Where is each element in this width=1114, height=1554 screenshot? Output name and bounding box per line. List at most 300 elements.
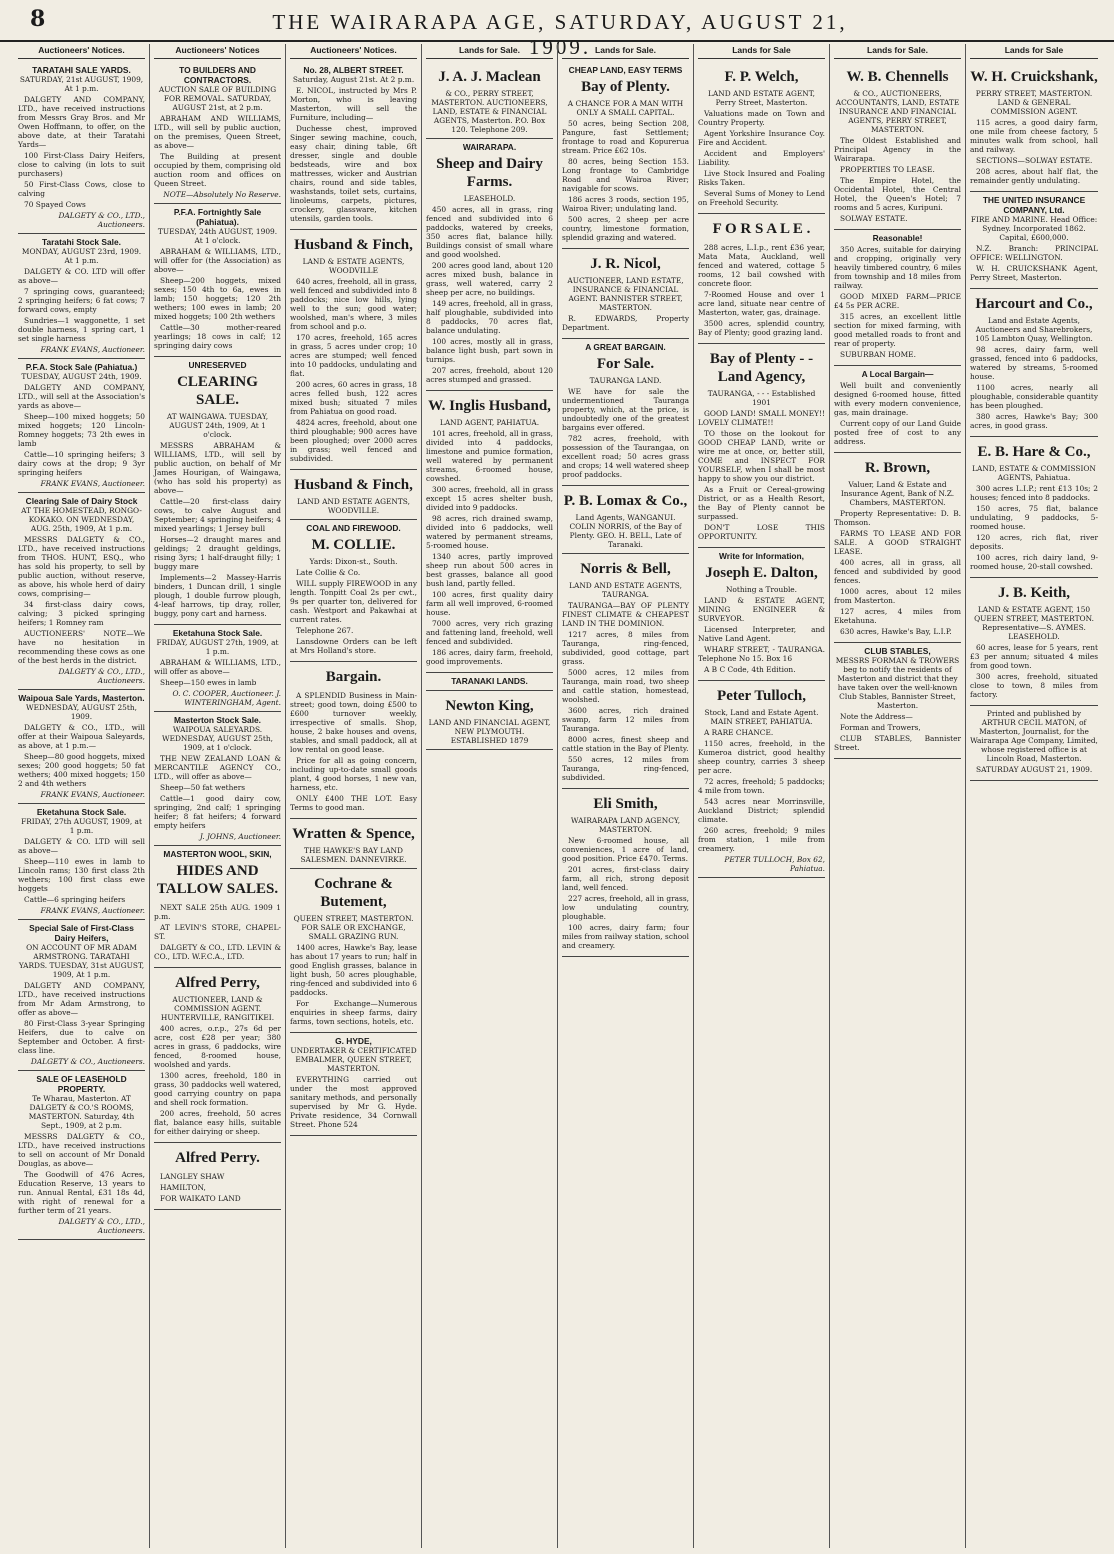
ad-body — [562, 836, 689, 950]
ad-paragraph: AUCTIONEERS' NOTE—We have no hesitation in recommending these cows as one of the best herds in the district. — [18, 629, 145, 665]
ad-paragraph: 640 acres, freehold, all in grass, well fenced and subdivided into 8 paddocks; nice low hills, lying well to the sun; good water; woolshed, man's where, 3 miles from school and p.o. — [290, 277, 417, 331]
advertisement — [970, 192, 1098, 289]
ad-paragraph: 630 acres, Hawke's Bay, L.I.P. — [840, 627, 952, 636]
ad-subheading: WAIRARAPA LAND AGENCY, MASTERTON. — [570, 816, 681, 834]
ad-paragraph: SECTIONS—SOLWAY ESTATE. — [976, 156, 1093, 165]
ad-body — [698, 728, 825, 853]
ad-paragraph: 149 acres, freehold, all in grass, half ploughable, subdivided into 8 paddocks, 70 acres flat, balance undulating. — [426, 299, 553, 335]
ad-subheading: LAND AND ESTATE AGENT, Perry Street, Masterton. — [708, 89, 815, 107]
ad-body — [290, 691, 417, 812]
ad-subheading: Valuer, Land & Estate and Insurance Agent, Bank of N.Z. Chambers, MASTERTON. — [840, 480, 955, 507]
ad-paragraph: As a Fruit or Cereal-growing District, or as a Health Resort, the Bay of Plenty cannot be surpassed. — [698, 485, 825, 521]
ad-name: W. B. Chennells — [846, 69, 949, 85]
ad-subheading: WEDNESDAY, AUGUST 25th, 1909. — [26, 703, 137, 721]
ad-paragraph: The Goodwill of 476 Acres, Education Reserve, 13 years to run. Annual Rental, £31 18s 4d, with right of renewal for a further term of 21 years. — [18, 1170, 145, 1215]
ad-subheading: Saturday, August 21st. At 2 p.m. — [292, 75, 415, 84]
ad-headline: G. HYDE, — [335, 1036, 372, 1046]
ad-subheading: Land Agents, WANGANUI. COLIN NORRIS, of the Bay of Plenty. GEO. H. BELL, Late of Taranaki. — [569, 513, 682, 549]
ad-signature: DALGETY & CO., LTD., Auctioneers. — [58, 667, 145, 685]
ad-body — [834, 509, 961, 636]
advertisement — [290, 470, 417, 520]
ad-subheading: AUCTIONEER, LAND & COMMISSION AGENT. HUNTERVILLE, RANGITIKEI. — [160, 995, 275, 1022]
ad-subheading: Te Wharau, Masterton. AT DALGETY & CO.'S ROOMS, MASTERTON. Saturday, 4th Sept., 1909, at 2 p.m. — [28, 1094, 135, 1130]
advertisement — [290, 62, 417, 230]
advertisement — [834, 366, 961, 453]
ad-name: Cochrane & Butement, — [314, 876, 393, 910]
ad-headline: P.F.A. Fortnightly Sale (Pahiatua). — [173, 207, 262, 227]
ad-subheading: AUCTIONEER, LAND ESTATE, INSURANCE & FINANCIAL AGENT. BANNISTER STREET, MASTERTON. — [567, 276, 684, 312]
ad-paragraph: 186 acres, dairy farm, freehold, good improvements. — [426, 648, 553, 666]
advertisement — [562, 249, 689, 339]
ad-subheading: UNDERTAKER & CERTIFICATED EMBALMER, QUEEN STREET, MASTERTON. — [290, 1046, 417, 1073]
advertisement — [698, 62, 825, 214]
ad-paragraph: W. H. CRUICKSHANK Agent, Perry Street, Masterton. — [970, 264, 1098, 282]
ad-paragraph: 1340 acres, partly improved sheep run about 500 acres in best grasses, balance all good bush land, partly felled. — [426, 552, 553, 588]
ad-signature: FRANK EVANS, Auctioneer. — [40, 790, 145, 799]
advertisement — [698, 344, 825, 548]
ad-body — [426, 205, 553, 384]
ad-paragraph: 200 acres good land, about 120 acres mixed bush, balance in grass, well watered, carry 2 sheep per acre, no buildings. — [426, 261, 553, 297]
advertisement — [562, 486, 689, 554]
ad-body — [154, 1172, 281, 1203]
ad-subheading: AUCTION SALE OF BUILDING FOR REMOVAL. SATURDAY, AUGUST 21st, at 2 p.m. — [158, 85, 277, 112]
ad-subheading: THE HAWKE'S BAY LAND SALESMEN. DANNEVIRKE. — [300, 846, 407, 864]
ad-paragraph: SOLWAY ESTATE. — [840, 214, 908, 223]
ad-headline: COAL AND FIREWOOD. — [306, 523, 401, 533]
ad-paragraph: AT LEVIN'S STORE, CHAPEL-ST. — [154, 923, 281, 941]
ad-subheading: MONDAY, AUGUST 23rd, 1909. At 1 p.m. — [21, 247, 142, 265]
ad-subheading: AT THE HOMESTEAD, RONGO-KOKAKO. ON WEDNESDAY, AUG. 25th, 1909, At 1 p.m. — [21, 506, 142, 533]
ad-paragraph: DALGETY & CO., LTD., will offer at their Waipoua Saleyards, as above, at 1 p.m.— — [18, 723, 145, 750]
ad-headline: Reasonable! — [872, 233, 923, 243]
advertisement — [426, 391, 553, 673]
ad-paragraph: 1300 acres, freehold, 180 in grass, 30 paddocks well watered, good carrying country on papa and shell rock formation. — [154, 1071, 281, 1107]
ad-headline: THE UNITED INSURANCE COMPANY, Ltd. — [982, 195, 1086, 215]
ad-paragraph: DALGETY AND COMPANY, LTD., have received instructions from Mr Adam Armstrong, to offer as above— — [18, 981, 145, 1017]
column-6 — [694, 44, 830, 1548]
ad-paragraph: WE have for sale the undermentioned Tauranga property, which, at the price, is undoubtedly one of the greatest bargains ever offered. — [562, 387, 689, 432]
newspaper-title: THE WAIRARAPA AGE, SATURDAY, AUGUST 21, 1909. — [272, 10, 848, 59]
advertisement — [154, 712, 281, 846]
column-7 — [830, 44, 966, 1548]
ad-headline: Write for Information, — [719, 551, 804, 561]
ad-subheading: Nothing a Trouble. — [725, 585, 798, 594]
advertisement — [154, 357, 281, 625]
ad-paragraph: Sheep—110 ewes in lamb to Lincoln rams; 130 first class 2th wethers; 100 first class ewe hoggets — [18, 857, 145, 893]
ad-paragraph: WILL supply FIREWOOD in any length. Tonpitt Coal 2s per cwt., 9s per quarter ton, delivered for cash. Westport and Pakawhai at current rates. — [290, 579, 417, 624]
ad-paragraph: R. EDWARDS, Property Department. — [562, 314, 689, 332]
ad-paragraph: 4824 acres, freehold, about one third ploughable; 900 acres have been ploughed; over 2000 acres in grass; well fenced and subdivided. — [290, 418, 417, 463]
ad-paragraph: 550 acres, 12 miles from Tauranga, ring-fenced, subdivided. — [562, 755, 689, 782]
ad-paragraph: 127 acres, 4 miles from Eketahuna. — [834, 607, 961, 625]
ad-paragraph: 7-Roomed House and over 1 acre land, situate near centre of Masterton, water, gas, drainage. — [698, 290, 825, 317]
ad-paragraph: 60 acres, lease for 5 years, rent £3 per annum; situated 4 miles from good town. — [970, 643, 1098, 670]
ad-body — [290, 277, 417, 463]
advertisement — [154, 1143, 281, 1210]
ad-body — [970, 244, 1098, 282]
ad-paragraph: 300 acres, freehold, situated close to town, 8 miles from factory. — [970, 672, 1098, 699]
ad-body — [18, 267, 145, 343]
advertisement — [18, 804, 145, 920]
ad-paragraph: TO those on the lookout for GOOD CHEAP LAND, write or wire me at once, or, better still, COME and INSPECT FOR YOURSELF, when I shall be most happy to show you our district. — [698, 429, 825, 483]
ad-paragraph: SATURDAY AUGUST 21, 1909. — [976, 765, 1093, 774]
ad-body — [154, 114, 281, 188]
ad-body — [698, 596, 825, 674]
ad-paragraph: 34 first-class dairy cows, calving; 3 picked springing heifers; 1 Romney ram — [18, 600, 145, 627]
ad-paragraph: 400 acres, all in grass, all fenced and subdivided by good fences. — [834, 558, 961, 585]
ad-name: CLEARING SALE. — [177, 374, 258, 408]
ad-paragraph: Cattle—10 springing heifers; 3 dairy cows at the drop; 9 3yr springing heifers — [18, 450, 145, 477]
ad-paragraph: Cattle—20 first-class dairy cows, to calve August and September; 4 springing heifers; 4 mixed yearlings; 1 Jersey bull — [154, 497, 281, 533]
ad-subheading: LAND AND FINANCIAL AGENT, NEW PLYMOUTH. ESTABLISHED 1879 — [428, 718, 551, 745]
ad-paragraph: DALGETY AND COMPANY, LTD., have received instructions from Messrs Gray Bros. and Mr Owen Hoffmann, to offer, on the above date, at their Taratahi Yards— — [18, 95, 145, 149]
advertisement — [290, 1033, 417, 1136]
ad-paragraph: DALGETY & CO. LTD will sell as above— — [18, 837, 145, 855]
ad-paragraph: Price for all as going concern, including up-to-date small goods plant, 4 good horses, 1 new van, harness, etc. — [290, 756, 417, 792]
ad-paragraph: TAURANGA—BAY OF PLENTY FINEST CLIMATE & CHEAPEST LAND IN THE DOMINION. — [562, 601, 689, 628]
ad-paragraph: FARMS TO LEASE AND FOR SALE. A GOOD STRAIGHT LEASE. — [834, 529, 961, 556]
ad-paragraph: CLUB STABLES, Bannister Street. — [834, 734, 961, 752]
ad-body — [970, 118, 1098, 185]
ad-paragraph: Cattle—30 mother-reared yearlings; 18 cows in calf; 12 springing dairy cows — [154, 323, 281, 350]
ad-paragraph: 227 acres, freehold, all in grass, low undulating country, ploughable. — [562, 894, 689, 921]
ad-paragraph: 80 acres, being Section 153. Long frontage to Cambridge Road and Wairoa River; navigable for scows. — [562, 157, 689, 193]
ad-paragraph: Sheep—100 mixed hoggets; 50 mixed hoggets; 120 Lincoln-Romney hoggets; 73 2th ewes in lamb — [18, 412, 145, 448]
ad-paragraph: Licensed Interpreter, and Native Land Agent. — [698, 625, 825, 643]
ad-paragraph: Well built and conveniently designed 6-roomed house, fitted with every modern convenience, gas, main drainage. — [834, 381, 961, 417]
ad-headline: CHEAP LAND, EASY TERMS — [568, 65, 683, 75]
advertisement — [970, 289, 1098, 437]
ad-name: Joseph E. Dalton, — [705, 565, 818, 581]
advertisement — [698, 681, 825, 878]
ad-body — [426, 429, 553, 666]
advertisement — [290, 520, 417, 662]
ad-paragraph: DALGETY & CO. LTD will offer as above— — [18, 267, 145, 285]
ad-headline: Waipoua Sale Yards, Masterton. — [18, 693, 145, 703]
ad-paragraph: 288 acres, L.I.p., rent £36 year, Mata Mata, Auckland, well fenced and watered, cottage 5 rooms, 12 bail cowshed with concrete floor. — [698, 243, 825, 288]
ad-name: Norris & Bell, — [580, 561, 671, 577]
ad-paragraph: NEXT SALE 25th AUG. 1909 1 p.m. — [154, 903, 281, 921]
ad-paragraph: 1000 acres, about 12 miles from Masterton. — [834, 587, 961, 605]
ad-paragraph: 208 acres, about half flat, the remainder gently undulating. — [970, 167, 1098, 185]
ad-body — [154, 441, 281, 618]
ad-body — [834, 381, 961, 446]
ad-paragraph: E. NICOL, instructed by Mrs P. Morton, who is leaving Masterton, will sell the Furniture, including— — [290, 86, 417, 122]
column-heading: Lands for Sale. — [562, 44, 689, 59]
ad-paragraph: For Exchange—Numerous enquiries in sheep farms, dairy farms, town sections, hotels, etc. — [290, 999, 417, 1026]
advertisement — [426, 62, 553, 139]
ad-body — [834, 136, 961, 223]
ad-subheading: TUESDAY, 24th AUGUST, 1909. At 1 o'clock. — [157, 227, 278, 245]
ad-body — [970, 643, 1098, 699]
ad-paragraph: A RARE CHANCE. — [704, 728, 774, 737]
ad-paragraph: Agent Yorkshire Insurance Coy. Fire and Accident. — [698, 129, 825, 147]
advertisement — [562, 789, 689, 957]
ad-subheading: LAND & ESTATE AGENTS, WOODVILLE — [302, 257, 405, 275]
advertisement — [154, 204, 281, 357]
ad-paragraph: THE NEW ZEALAND LOAN & MERCANTILE AGENCY CO., LTD., will offer as above— — [154, 754, 281, 781]
ad-subheading: WAIPOUA SALEYARDS. WEDNESDAY, AUGUST 25th, 1909, at 1 o'clock. — [162, 725, 273, 752]
ad-paragraph: Duchesse chest, improved Singer sewing machine, couch, easy chair, dining table, 6ft dresser, single and double bedsteads, wire and box mattresses, wicker and Austrian chairs, round and side tables, washstands, toilet sets, curtains, linoleums, carpets, pictures, crockery, glassware, kitchen utensils, garden tools. — [290, 124, 417, 223]
ad-paragraph: Forman and Trowers, — [840, 723, 921, 732]
ad-body — [154, 754, 281, 830]
ad-paragraph: N.Z. Branch: PRINCIPAL OFFICE: WELLINGTON. — [970, 244, 1098, 262]
ad-paragraph: ABRAHAM & WILLIAMS, LTD., will offer as above— — [154, 658, 281, 676]
column-heading: Lands for Sale — [970, 44, 1098, 59]
ad-body — [698, 109, 825, 207]
ad-name: Sheep and Dairy Farms. — [436, 156, 543, 190]
ad-paragraph: 80 First-Class 3-year Springing Heifers, due to calve on September and October. A first-class line. — [18, 1019, 145, 1055]
advertisement — [970, 437, 1098, 578]
column-heading: Auctioneers' Notices. — [18, 44, 145, 59]
ad-paragraph: 3600 acres, rich drained swamp, farm 12 miles from Tauranga. — [562, 706, 689, 733]
ad-name: Bay of Plenty - - Land Agency, — [709, 351, 814, 385]
ad-paragraph: A SPLENDID Business in Main-street; good town, doing £500 to £600 turnover weekly, irrespective of smalls. Shop, house, 2 bake houses and ovens, stables, and small paddock, all at low rental on good lease. — [290, 691, 417, 754]
ad-paragraph: EVERYTHING carried out under the most approved sanitary methods, and personally supervised by Mr G. Hyde. Private residence, 34 Cornwall Street. Phone 524 — [290, 1075, 417, 1129]
ad-paragraph: MESSRS DALGETY & CO., LTD., have received instructions from THOS. HUNT, ESQ., who has sold his property, to sell by public auction, without reserve, as above, his whole herd of dairy cows, comprising— — [18, 535, 145, 598]
ad-signature: J. JOHNS, Auctioneer. — [199, 832, 281, 841]
ad-paragraph: HAMILTON, — [160, 1183, 206, 1192]
ad-paragraph: 98 acres, rich drained swamp, divided into 6 paddocks, well watered by permanent streams, 5-roomed house. — [426, 514, 553, 550]
column-heading: Lands for Sale. — [834, 44, 961, 59]
advertisement — [18, 690, 145, 804]
ad-body — [18, 723, 145, 788]
ad-paragraph: 500 acres, 2 sheep per acre country, limestone formation, splendid grazing and watered. — [562, 215, 689, 242]
ad-name: J. A. J. Maclean — [438, 69, 541, 85]
ad-paragraph: 350 Acres, suitable for dairying and cropping, originally very heavily timbered country, 6 miles from township and 18 miles from railway. — [834, 245, 961, 290]
ad-paragraph: 50 First-Class Cows, close to calving — [18, 180, 145, 198]
ad-signature: FRANK EVANS, Auctioneer. — [40, 345, 145, 354]
ad-name: R. Brown, — [864, 460, 931, 476]
ad-headline: SALE OF LEASEHOLD PROPERTY. — [36, 1074, 127, 1094]
ad-body — [970, 765, 1098, 774]
ad-headline: No. 28, ALBERT STREET. — [303, 65, 404, 75]
ad-paragraph: FOR WAIKATO LAND — [160, 1194, 241, 1203]
ad-name: W. Inglis Husband, — [428, 398, 551, 414]
ad-body — [970, 345, 1098, 430]
ad-subheading: LEASEHOLD. — [463, 194, 516, 203]
ad-name: Alfred Perry, — [175, 975, 260, 991]
advertisement — [18, 234, 145, 359]
ad-paragraph: Horses—2 draught mares and geldings; 2 draught geldings, rising 3yrs; 1 half-draught filly; 1 buggy mare — [154, 535, 281, 571]
advertisement — [290, 662, 417, 819]
ad-paragraph: 200 acres, freehold, 50 acres flat, balance easy hills, suitable for either dairying or sheep. — [154, 1109, 281, 1136]
advertisement — [970, 62, 1098, 192]
ad-paragraph: 100 First-Class Dairy Heifers, close to calving (in lots to suit purchasers) — [18, 151, 145, 178]
ad-name: P. B. Lomax & Co., — [563, 493, 688, 509]
ad-name: M. COLLIE. — [311, 537, 396, 553]
ad-paragraph: ONLY £400 THE LOT. Easy Terms to good man. — [290, 794, 417, 812]
ad-name: Bay of Plenty. — [581, 79, 670, 95]
ad-body — [154, 1024, 281, 1136]
ad-paragraph: Sheep—80 good hoggets, mixed sexes; 200 good hoggets; 50 fat wethers; 400 mixed hoggets; 150 2 and 4th wethers — [18, 752, 145, 788]
advertisement — [426, 139, 553, 391]
ad-signature: FRANK EVANS, Auctioneer. — [40, 479, 145, 488]
ad-paragraph: 8000 acres, finest sheep and cattle station in the Bay of Plenty. — [562, 735, 689, 753]
ad-body — [970, 484, 1098, 571]
ad-paragraph: 1100 acres, nearly all ploughable, considerable quantity has been ploughed. — [970, 383, 1098, 410]
ad-paragraph: 1400 acres, Hawke's Bay, lease has about 17 years to run; half in good English grasses, balance in light bush, 50 acres ploughable, ring-fenced and subdivided into 6 paddocks. — [290, 943, 417, 997]
ad-paragraph: 7 springing cows, guaranteed; 2 springing heifers; 6 fat cows; 7 forward cows, empty — [18, 287, 145, 314]
ad-paragraph: 70 Spayed Cows — [24, 200, 86, 209]
ad-body — [18, 95, 145, 209]
advertisement — [18, 359, 145, 493]
column-heading: Lands for Sale — [698, 44, 825, 59]
ad-subheading: FRIDAY, 27th AUGUST, 1909, at 1 p.m. — [21, 817, 142, 835]
ad-headline: TARATAHI SALE YARDS. — [32, 65, 131, 75]
advertisement — [154, 62, 281, 204]
ad-subheading: LAND AND ESTATE AGENTS, WOODVILLE. — [297, 497, 410, 515]
ad-name: E. B. Hare & Co., — [977, 444, 1091, 460]
ad-headline: MASTERTON WOOL, SKIN, — [163, 849, 272, 859]
advertisement — [426, 673, 553, 691]
advertisement — [562, 339, 689, 486]
ad-subheading: Printed and published by ARTHUR CECIL MATON, of Masterton, Journalist, for the Wairarapa Age Company, Limited, whose registered office is at Lincoln Road, Masterton. — [970, 709, 1098, 763]
ad-subheading: A CHANCE FOR A MAN WITH ONLY A SMALL CAPITAL. — [567, 99, 684, 117]
ad-paragraph: 101 acres, freehold, all in grass, divided into 4 paddocks, limestone and pumice formation, well watered by permanent streams, 6-roomed house, cowshed. — [426, 429, 553, 483]
ad-paragraph: Valuations made on Town and Country Property. — [698, 109, 825, 127]
advertisement — [18, 920, 145, 1071]
ad-body — [154, 658, 281, 687]
ad-subheading: ON ACCOUNT OF MR ADAM ARMSTRONG. TARATAHI YARDS. TUESDAY, 31st AUGUST, 1909, At 1 p.m. — [18, 943, 145, 979]
ad-paragraph: Several Sums of Money to Lend on Freehold Security. — [698, 189, 825, 207]
advertisement — [698, 214, 825, 344]
ad-paragraph: 7000 acres, very rich grazing and fattening land, freehold, well fenced and subdivided. — [426, 619, 553, 646]
ad-paragraph: 315 acres, an excellent little section for mixed farming, with good metalled roads to front and rear of property. — [834, 312, 961, 348]
ad-subheading: TUESDAY, AUGUST 24th, 1909. — [21, 372, 142, 381]
ad-subheading: LAND & ESTATE AGENT, 150 QUEEN STREET, MASTERTON. Representative—S. AYMES. LEASEHOLD. — [974, 605, 1094, 641]
ad-paragraph: 300 acres L.I.P.; rent £13 10s; 2 houses; fenced into 8 paddocks. — [970, 484, 1098, 502]
ad-paragraph: Accident and Employers' Liability. — [698, 149, 825, 167]
ad-subheading: Land and Estate Agents, Auctioneers and Sharebrokers, 105 Lambton Quay, Wellington. — [975, 316, 1093, 343]
ad-paragraph: 72 acres, freehold; 5 paddocks; 4 mile from town. — [698, 777, 825, 795]
ad-paragraph: 3500 acres, splendid country, Bay of Plenty; good grazing land. — [698, 319, 825, 337]
ad-paragraph: Lansdowne Orders can be left at Mrs Holland's store. — [290, 637, 417, 655]
ad-body — [290, 943, 417, 1026]
ad-headline: A Local Bargain— — [861, 369, 934, 379]
ad-signature: DALGETY & CO., LTD., Auctioneers. — [58, 1217, 145, 1235]
advertisement — [18, 1071, 145, 1240]
ad-subheading: SATURDAY, 21st AUGUST, 1909, At 1 p.m. — [19, 75, 144, 93]
ad-body — [562, 314, 689, 332]
ad-subheading: & CO., AUCTIONEERS, ACCOUNTANTS, LAND, ESTATE INSURANCE AND FINANCIAL AGENTS, PERRY STREET, MASTERTON. — [835, 89, 960, 134]
ad-paragraph: New 6-roomed house, all conveniences, 1 acre of land, good position. Price £470. Terms. — [562, 836, 689, 863]
ad-paragraph: Sheep—150 ewes in lamb — [160, 678, 257, 687]
ad-headline: CLUB STABLES, — [864, 646, 931, 656]
ad-headline: WAIRARAPA. — [462, 142, 517, 152]
ad-paragraph: 120 acres, rich flat, river deposits. — [970, 533, 1098, 551]
ad-subheading: MESSRS FORMAN & TROWERS beg to notify the residents of Masterton and district that they have taken over the well-known Club Stables, Bannister Street, Masterton. — [835, 656, 960, 710]
ad-name: For Sale. — [596, 356, 655, 372]
ad-body — [18, 981, 145, 1055]
ad-paragraph: 450 acres, all in grass, ring fenced and subdivided into 6 paddocks, watered by creeks, 350 acres flat, balance hilly. Buildings consist of small whare and good woolshed. — [426, 205, 553, 259]
ad-paragraph: 5000 acres, 12 miles from Tauranga, main road, two sheep and cattle station, homestead, woolshed. — [562, 668, 689, 704]
ad-subheading: AT WAINGAWA. TUESDAY, AUGUST 24th, 1909, At 1 o'clock. — [166, 412, 269, 439]
column-heading: Lands for Sale. — [426, 44, 553, 59]
advertisement — [18, 493, 145, 690]
ad-paragraph: 207 acres, freehold, about 120 acres stumped and grassed. — [426, 366, 553, 384]
ad-name: Newton King, — [445, 698, 534, 714]
column-3 — [286, 44, 422, 1548]
advertisement — [970, 578, 1098, 706]
ad-paragraph: DALGETY & CO., LTD. LEVIN & CO., LTD. W.F.C.A., LTD. — [154, 943, 281, 961]
ad-paragraph: 260 acres, freehold; 9 miles from station, 1 mile from creamery. — [698, 826, 825, 853]
ad-subheading: TAURANGA, - - - Established 1901 — [707, 389, 816, 407]
ad-body — [698, 409, 825, 541]
ad-paragraph: 200 acres, 60 acres in grass, 18 acres felled bush, 122 acres mixed bush; situated 7 miles from Pahiatua on good road. — [290, 380, 417, 416]
advertisement — [154, 625, 281, 712]
ad-paragraph: Note the Address— — [840, 712, 913, 721]
ad-headline: Special Sale of First-Class Dairy Heifers, — [29, 923, 134, 943]
ad-name: Husband & Finch, — [294, 237, 413, 253]
column-heading: Auctioneers' Notices. — [290, 44, 417, 59]
ad-headline: A GREAT BARGAIN. — [585, 342, 666, 352]
ad-paragraph: 1150 acres, freehold, in the Kumeroa district, good healthy sheep country, carries 3 sheep per acre. — [698, 739, 825, 775]
ad-headline: P.F.A. Stock Sale (Pahiatua.) — [25, 362, 138, 372]
ad-name: F O R S A L E . — [712, 221, 811, 237]
advertisement — [970, 706, 1098, 781]
ad-headline: UNRESERVED — [188, 360, 247, 370]
column-5 — [558, 44, 694, 1548]
ad-paragraph: 100 acres, dairy farm; four miles from railway station, school and creamery. — [562, 923, 689, 950]
ad-signature: O. C. COOPER, Auctioneer. J. WINTERINGHAM, Agent. — [172, 689, 281, 707]
ad-body — [18, 535, 145, 665]
ad-name: Harcourt and Co., — [975, 296, 1093, 312]
advertisement — [18, 62, 145, 234]
column-heading: Auctioneers' Notices — [154, 44, 281, 59]
ad-paragraph: PROPERTIES TO LEASE. — [840, 165, 935, 174]
ad-subheading: PERRY STREET, MASTERTON. LAND & GENERAL COMMISSION AGENT. — [975, 89, 1093, 116]
ad-paragraph: SUBURBAN HOME. — [840, 350, 916, 359]
advertisement — [290, 869, 417, 1033]
ad-subheading: Stock, Land and Estate Agent. MAIN STREET, PAHIATUA. — [704, 708, 819, 726]
ad-paragraph: Implements—2 Massey-Harris binders, 1 Duncan drill, 1 single plough, 1 double furrow plough, 4-leaf harrows, tip dray, roller, buggy, pony cart and harness. — [154, 573, 281, 618]
ad-signature: FRANK EVANS, Auctioneer. — [40, 906, 145, 915]
ad-paragraph: Live Stock Insured and Foaling Risks Taken. — [698, 169, 825, 187]
ad-paragraph: 201 acres, first-class dairy farm, all rich, strong deposit land, well fenced. — [562, 865, 689, 892]
advertisement — [562, 554, 689, 789]
advertisement — [290, 819, 417, 869]
ad-signature: DALGETY & CO., Auctioneers. — [30, 1057, 145, 1066]
ad-body — [290, 568, 417, 655]
ad-paragraph: Sundries—1 waggonette, 1 set double harness, 1 spring cart, 1 set single harness — [18, 316, 145, 343]
ad-headline: Clearing Sale of Dairy Stock — [25, 496, 138, 506]
ad-paragraph: WHARF STREET, - TAURANGA. Telephone No 15. Box 16 — [698, 645, 825, 663]
ad-paragraph: Sheep—50 fat wethers — [160, 783, 246, 792]
column-1 — [14, 44, 150, 1548]
ad-name: Bargain. — [325, 669, 382, 685]
ad-subheading: FIRE AND MARINE. Head Office: Sydney. Incorporated 1862. Capital, £600,000. — [970, 215, 1098, 242]
ad-subheading: & CO., PERRY STREET, MASTERTON. AUCTIONEERS, LAND, ESTATE & FINANCIAL AGENTS, Masterton. P.O. Box 120. Telephone 209. — [431, 89, 548, 134]
ad-body — [18, 1132, 145, 1215]
ad-paragraph: 543 acres near Morrinsville, Auckland District; splendid climate. — [698, 797, 825, 824]
advertisement — [698, 548, 825, 681]
ad-subheading: FRIDAY, AUGUST 27th, 1909, at 1 p.m. — [156, 638, 279, 656]
ad-subheading: TAURANGA LAND. — [589, 376, 662, 385]
ad-subheading: LAND AND ESTATE AGENTS, TAURANGA. — [569, 581, 682, 599]
ad-headline: Taratahi Stock Sale. — [42, 237, 121, 247]
ad-body — [562, 387, 689, 479]
ad-paragraph: 100 acres, rich dairy land, 9-roomed house, 20-stall cowshed. — [970, 553, 1098, 571]
ad-signature: PETER TULLOCH, Box 62, Pahiatua. — [724, 855, 825, 873]
ad-paragraph: GOOD MIXED FARM—PRICE £4 5s PER ACRE. — [834, 292, 961, 310]
ad-paragraph: 100 acres, first quality dairy farm all well improved, 6-roomed house. — [426, 590, 553, 617]
ad-paragraph: MESSRS DALGETY & CO., LTD., have received instructions to sell on account of Mr Donald Douglas, as above— — [18, 1132, 145, 1168]
ad-paragraph: ABRAHAM & WILLIAMS, LTD., will offer for (the Association) as above— — [154, 247, 281, 274]
ad-name: F. P. Welch, — [724, 69, 799, 85]
ad-paragraph: 300 acres, freehold, all in grass except 15 acres shelter bush, divided into 9 paddocks. — [426, 485, 553, 512]
ad-name: J. R. Nicol, — [590, 256, 661, 272]
